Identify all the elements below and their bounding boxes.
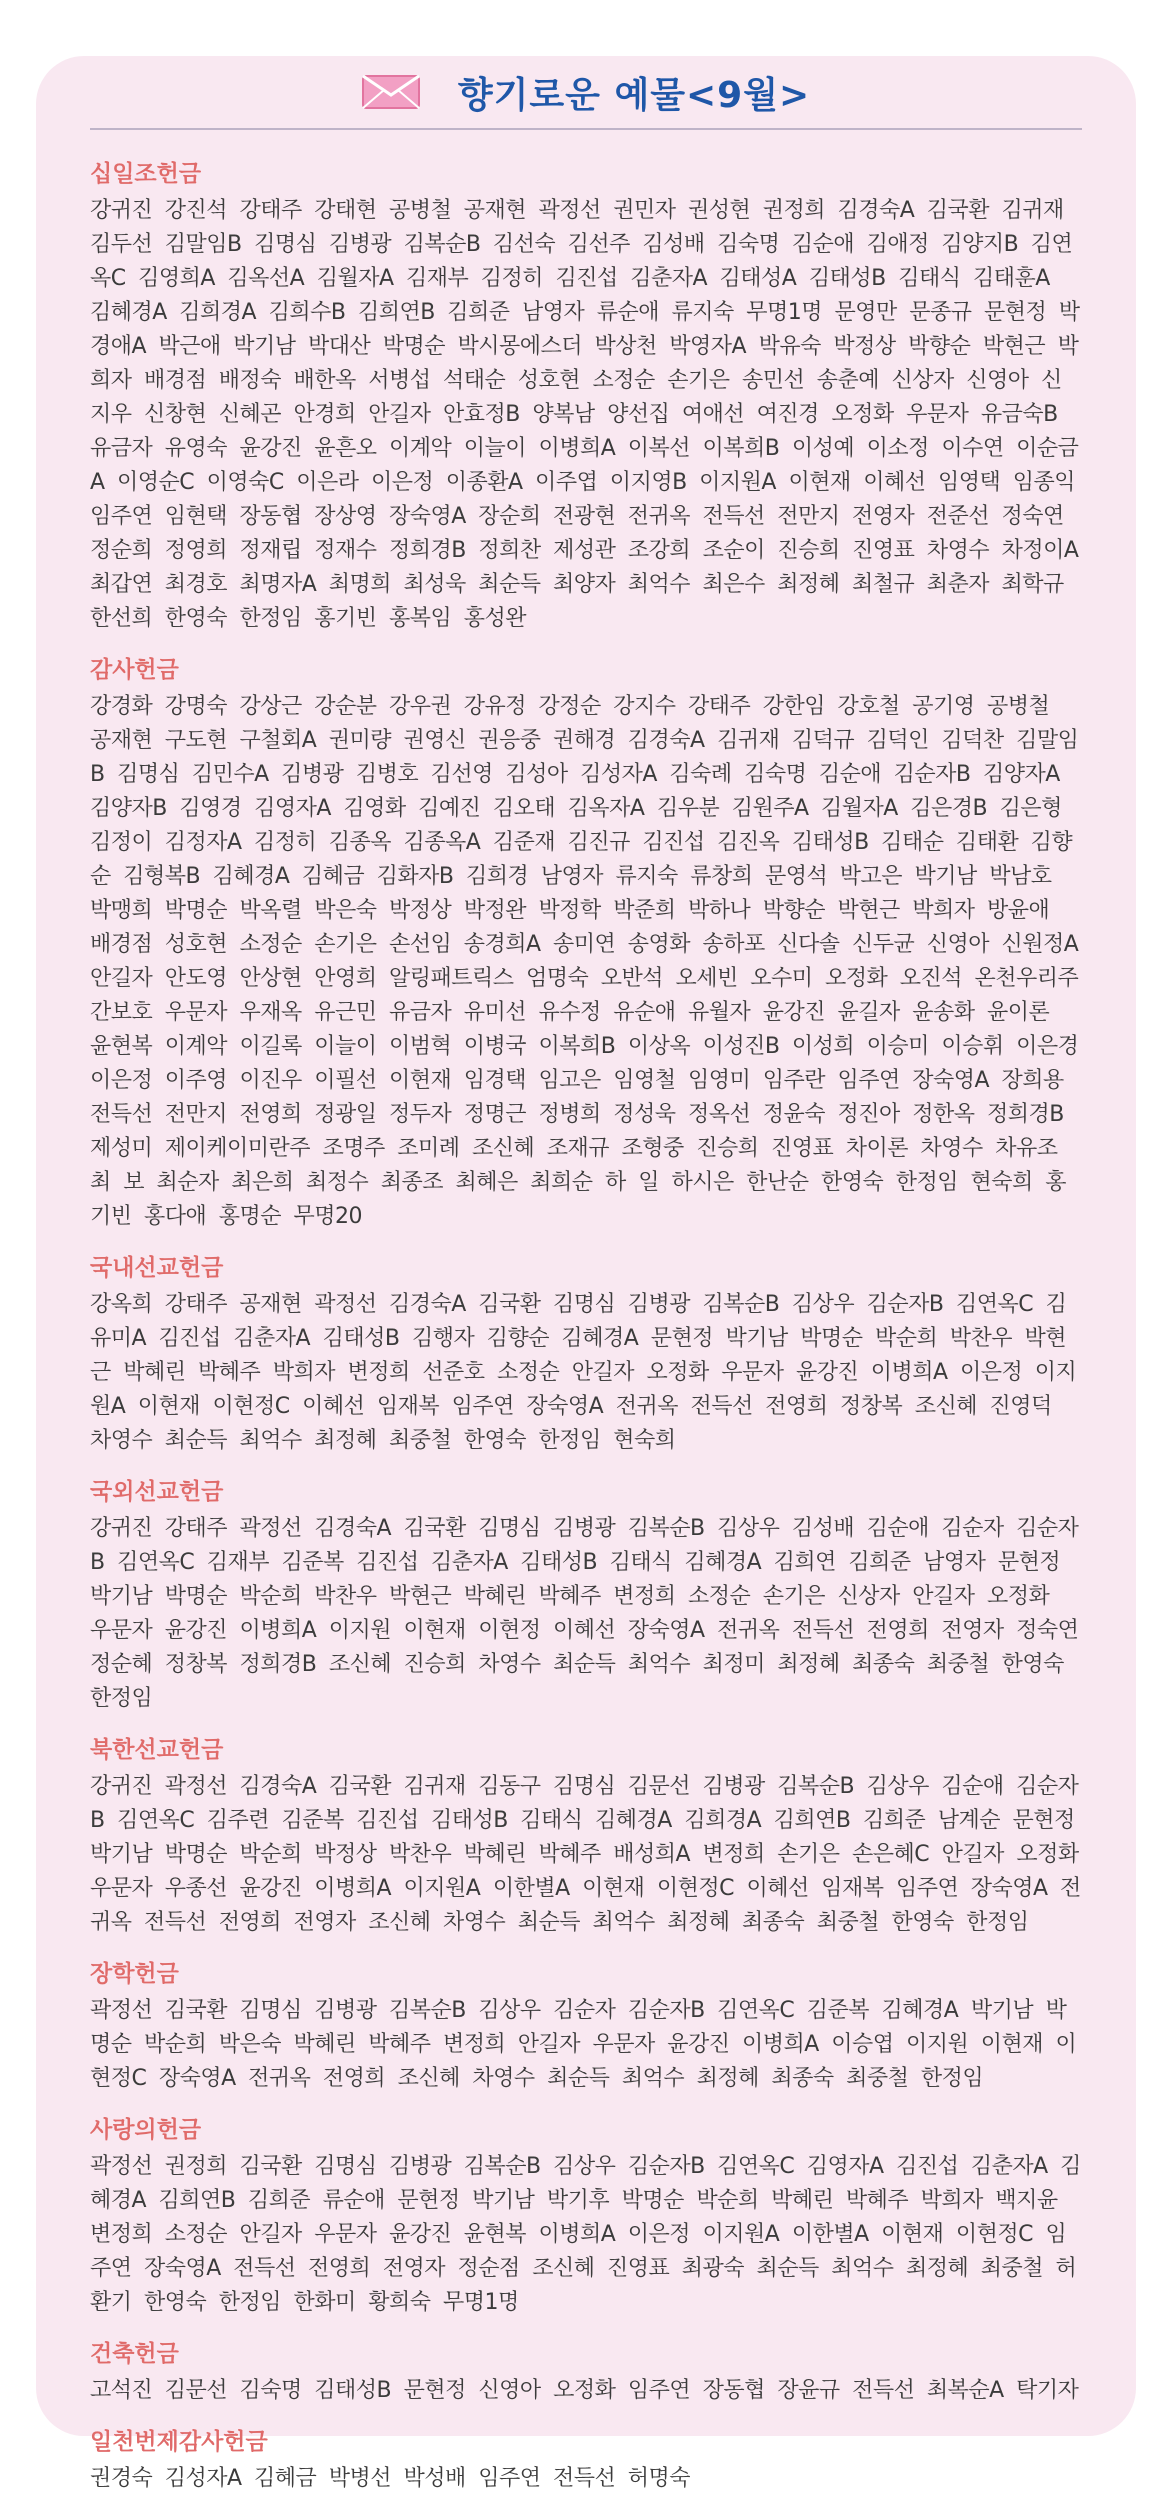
section-love (90, 2114, 1082, 2320)
section-scholarship (90, 1958, 1082, 2096)
donor-list: 강귀진 강태주 곽정선 김경숙A 김국환 김명심 김병광 김복순B 김상우 김성배 김순애 김순자 김순자B 김연옥C 김재부 김준복 김진섭 김춘자A 김태성B 김태식 김혜경A 김희연 김희준 남영자 문현정 박기남 박명순 박순희 박찬우 박현근 박혜린 박혜주 변정희 소정순 손기은 신상자 안길자 오정화 우문자 윤강진 이병희A 이지원 이현재 이현정 이혜선 장숙영A 전귀옥 전득선 전영희 전영자 정숙연 정순혜 정창복 정희경B 조신혜 진승희 차영수 최순득 최억수 최정미 최정혜 최종숙 최중철 한영숙 한정임 (90, 1516, 1079, 1711)
section-title: 건축헌금 (90, 2341, 179, 2367)
section-title: 북한선교헌금 (90, 1737, 224, 1763)
donor-list: 고석진 김문선 김숙명 김태성B 문현정 신영아 오정화 임주연 장동협 장윤규 전득선 최복순A 탁기자 (90, 2378, 1079, 2403)
envelope-icon (362, 75, 420, 109)
donor-list: 곽정선 김국환 김명심 김병광 김복순B 김상우 김순자 김순자B 김연옥C 김준복 김혜경A 박기남 박명순 박순희 박은숙 박혜린 박혜주 변정희 안길자 우문자 윤강진 이병희A 이승엽 이지원 이현재 이현정C 장숙영A 전귀옥 전영희 조신혜 차영수 최순득 최억수 최정혜 최종숙 최중철 한정임 (90, 1998, 1077, 2091)
donor-list: 강귀진 곽정선 김경숙A 김국환 김귀재 김동구 김명심 김문선 김병광 김복순B 김상우 김순애 김순자B 김연옥C 김주련 김준복 김진섭 김태성B 김태식 김혜경A 김희경A 김희연B 김희준 남계순 문현정 박기남 박명순 박순희 박정상 박찬우 박혜린 박혜주 배성희A 변정희 손기은 손은혜C 안길자 오정화 우문자 우종선 윤강진 이병희A 이지원A 이한별A 이현재 이현정C 이혜선 임재복 임주연 장숙영A 전귀옥 전득선 전영희 전영자 조신혜 차영수 최순득 최억수 최정혜 최종숙 최중철 한영숙 한정임 (90, 1774, 1081, 1935)
section-thanksgiving (90, 654, 1082, 1234)
section-title: 국내선교헌금 (90, 1255, 224, 1281)
section-north-korea-mission (90, 1734, 1082, 1940)
donor-list: 강경화 강명숙 강상근 강순분 강우권 강유정 강정순 강지수 강태주 강한임 강호철 공기영 공병철 공재현 구도현 구철회A 권미량 권영신 권응중 권해경 김경숙A 김귀재 김덕규 김덕인 김덕찬 김말임B 김명심 김민수A 김병광 김병호 김선영 김성아 김성자A 김숙례 김숙명 김순애 김순자B 김양자A 김양자B 김영경 김영자A 김영화 김예진 김오태 김옥자A 김우분 김원주A 김월자A 김은경B 김은형 김정이 김정자A 김정히 김종옥 김종옥A 김준재 김진규 김진섭 김진옥 김태성B 김태순 김태환 김향순 김형복B 김혜경A 김혜금 김화자B 김희경 남영자 류지숙 류창희 문영석 박고은 박기남 박남호 박맹희 박명순 박옥렬 박은숙 박정상 박정완 박정학 박준희 박하나 박향순 박현근 박희자 방윤애 배경점 성호현 소정순 손기은 손선임 송경희A 송미연 송영화 송하포 신다솔 신두균 신영아 신원정A 안길자 안도영 안상현 안영희 알링패트릭스 엄명숙 오반석 오세빈 오수미 오정화 오진석 온천우리주간보호 우문자 우재옥 유근민 유금자 유미선 유수정 유순애 유월자 윤강진 윤길자 윤송화 윤이론 윤현복 이계악 이길록 이늘이 이범혁 이병국 이복희B 이상옥 이성진B 이성희 이승미 이승휘 이은경 이은정 이주영 이진우 이필선 이현재 임경택 임고은 임영철 임영미 임주란 임주연 장숙영A 장희용 전득선 전만지 전영희 정광일 정두자 정명근 정병희 정성욱 정옥선 정윤숙 정진아 정한옥 정희경B 제성미 제이케이미란주 조명주 조미례 조신혜 조재규 조형중 진승희 진영표 차이론 차영수 차유조 최 보 최순자 최은희 최정수 최종조 최혜은 최희순 하 일 하시은 한난순 한영숙 한정임 현숙희 홍기빈 홍다애 홍명순 무명20 (90, 694, 1079, 1229)
page-title: 향기로운 예물<9월> (457, 74, 811, 116)
section-building (90, 2338, 1082, 2408)
donor-list: 곽정선 권정희 김국환 김명심 김병광 김복순B 김상우 김순자B 김연옥C 김영자A 김진섭 김춘자A 김혜경A 김희연B 김희준 류순애 문현정 박기남 박기후 박명순 박순희 박혜린 박혜주 박희자 백지윤 변정희 소정순 안길자 우문자 윤강진 윤현복 이병희A 이은정 이지원A 이한별A 이현재 이현정C 임주연 장숙영A 전득선 전영희 전영자 정순점 조신혜 진영표 최광숙 최순득 최억수 최정혜 최중철 허환기 한영숙 한정임 한화미 황희숙 무명1명 (90, 2154, 1081, 2315)
section-title: 장학헌금 (90, 1961, 179, 1987)
section-title: 사랑의헌금 (90, 2117, 202, 2143)
donor-list: 권경숙 김성자A 김혜금 박병선 박성배 임주연 전득선 허명숙 (90, 2466, 691, 2491)
section-title: 일천번제감사헌금 (90, 2429, 268, 2455)
section-tithe (90, 158, 1082, 636)
header (90, 56, 1082, 130)
section-domestic-mission (90, 1252, 1082, 1458)
section-title: 국외선교헌금 (90, 1479, 224, 1505)
offering-card (36, 56, 1136, 2491)
section-foreign-mission (90, 1476, 1082, 1716)
donor-list: 강옥희 강태주 공재현 곽정선 김경숙A 김국환 김명심 김병광 김복순B 김상우 김순자B 김연옥C 김유미A 김진섭 김춘자A 김태성B 김행자 김향순 김혜경A 문현정 박기남 박명순 박순희 박찬우 박현근 박혜린 박혜주 박희자 변정희 선준호 소정순 안길자 오정화 우문자 윤강진 이병희A 이은정 이지원A 이현재 이현정C 이혜선 임재복 임주연 장숙영A 전귀옥 전득선 전영희 정창복 조신혜 진영덕 차영수 최순득 최억수 최정혜 최중철 한영숙 한정임 현숙희 (90, 1292, 1077, 1453)
donor-list: 강귀진 강진석 강태주 강태현 공병철 공재현 곽정선 권민자 권성현 권정희 김경숙A 김국환 김귀재 김두선 김말임B 김명심 김병광 김복순B 김선숙 김선주 김성배 김숙명 김순애 김애정 김양지B 김연옥C 김영희A 김옥선A 김월자A 김재부 김정히 김진섭 김춘자A 김태성A 김태성B 김태식 김태훈A 김혜경A 김희경A 김희수B 김희연B 김희준 남영자 류순애 류지숙 무명1명 문영만 문종규 문현정 박경애A 박근애 박기남 박대산 박명순 박시몽에스더 박상천 박영자A 박유숙 박정상 박향순 박현근 박희자 배경점 배정숙 배한옥 서병섭 석태순 성호현 소정순 손기은 송민선 송춘예 신상자 신영아 신지우 신창현 신혜곤 안경희 안길자 안효정B 양복남 양선집 여애선 여진경 오정화 우문자 유금숙B 유금자 유영숙 윤강진 윤흔오 이계악 이늘이 이병희A 이복선 이복희B 이성예 이소정 이수연 이순금A 이영순C 이영숙C 이은라 이은정 이종환A 이주엽 이지영B 이지원A 이현재 이혜선 임영택 임종익 임주연 임현택 장동협 장상영 장숙영A 장순희 전광현 전귀옥 전득선 전만지 전영자 전준선 정숙연 정순희 정영희 정재립 정재수 정희경B 정희찬 제성관 조강희 조순이 진승희 진영표 차영수 차정이A 최갑연 최경호 최명자A 최명희 최성욱 최순득 최양자 최억수 최은수 최정혜 최철규 최춘자 최학규 한선희 한영숙 한정임 홍기빈 홍복임 홍성완 (90, 198, 1080, 631)
section-thousand-offering (90, 2426, 1082, 2496)
section-title: 십일조헌금 (90, 161, 202, 187)
section-title: 감사헌금 (90, 657, 179, 683)
